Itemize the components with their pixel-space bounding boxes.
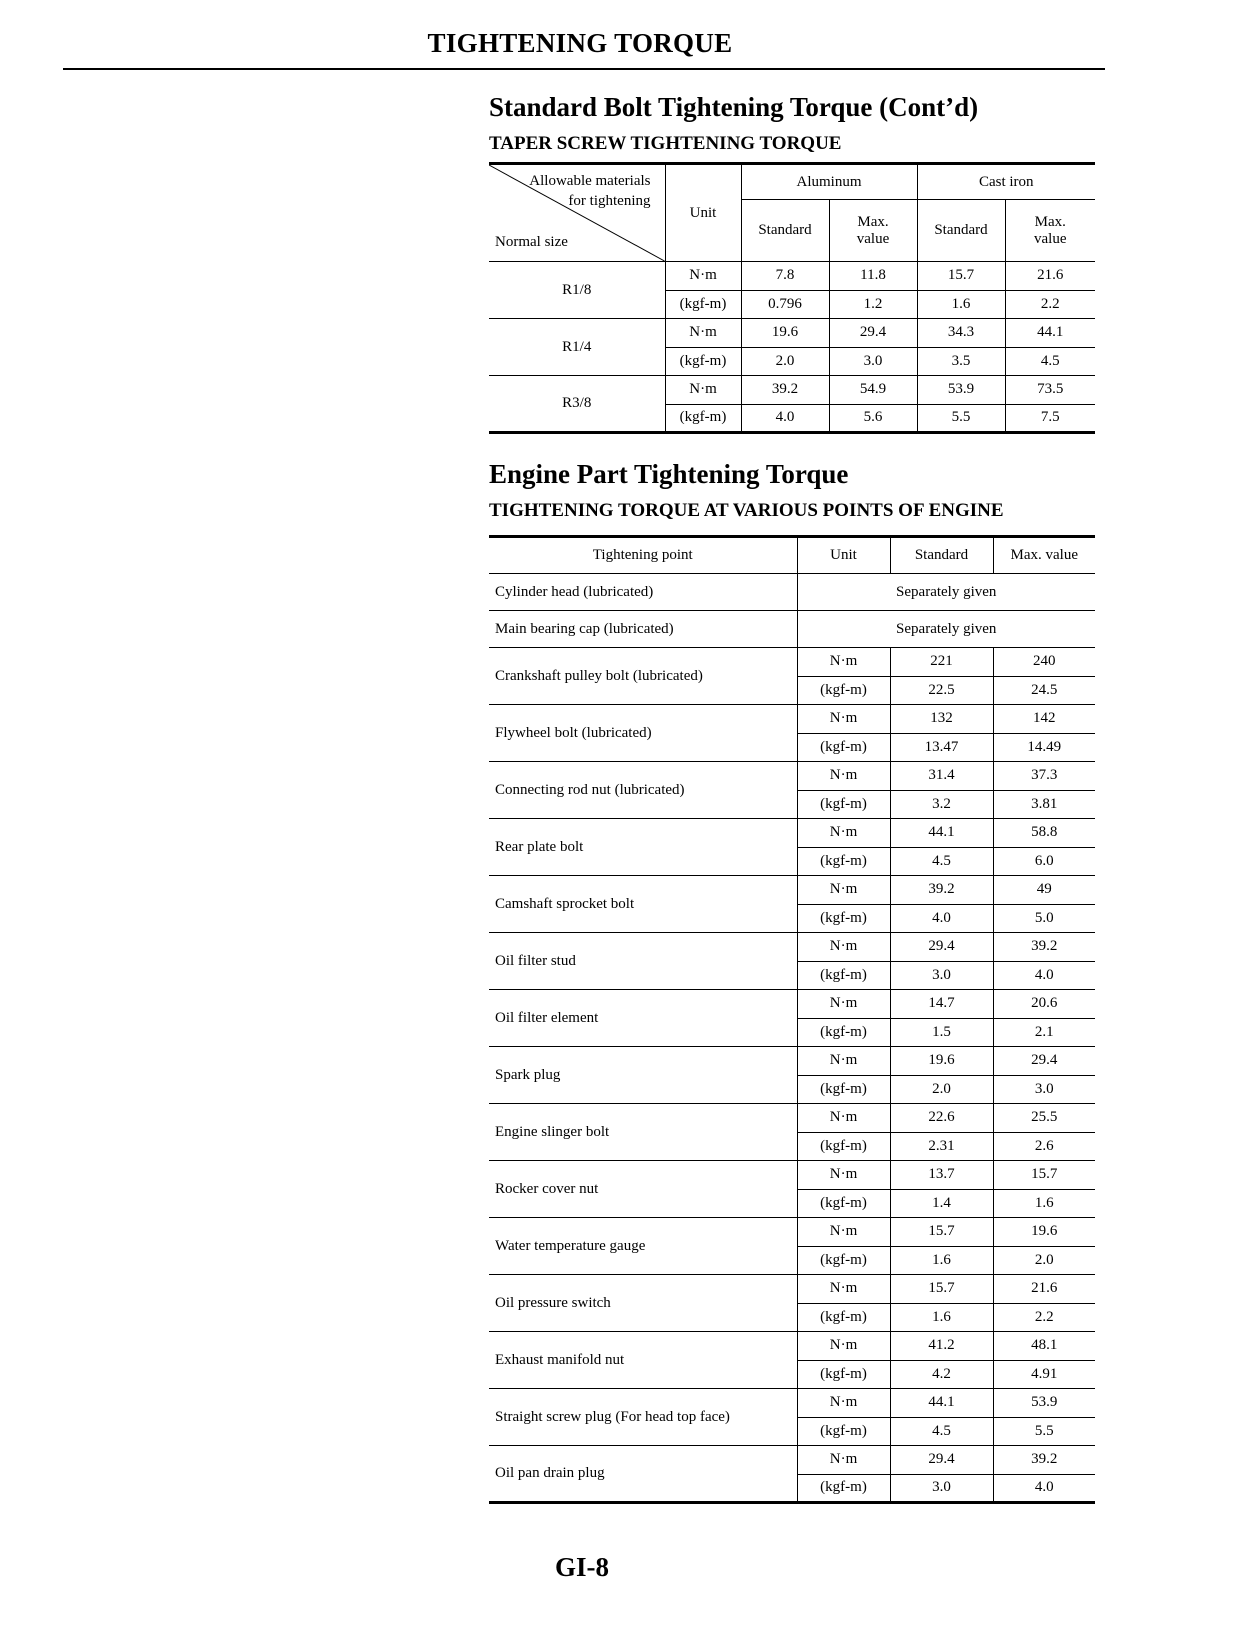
- table-row: [489, 574, 1095, 611]
- point-cell: Rear plate bolt: [489, 819, 797, 876]
- unit-cell: N·m: [797, 933, 890, 962]
- section2-title: Engine Part Tightening Torque: [489, 459, 849, 489]
- table-row: [489, 1047, 1095, 1076]
- standard-header: Standard: [917, 200, 1005, 262]
- unit-cell: N·m: [797, 990, 890, 1019]
- value-cell: 20.6: [993, 990, 1095, 1019]
- point-cell: Main bearing cap (lubricated): [489, 611, 797, 648]
- value-cell: 5.0: [993, 904, 1095, 933]
- value-cell: 142: [993, 705, 1095, 734]
- value-cell: 2.2: [993, 1303, 1095, 1332]
- unit-cell: (kgf-m): [665, 404, 741, 433]
- value-cell: 4.91: [993, 1360, 1095, 1389]
- unit-cell: N·m: [797, 876, 890, 905]
- value-cell: 3.81: [993, 790, 1095, 819]
- value-cell: 5.5: [993, 1417, 1095, 1446]
- value-cell: 21.6: [1005, 262, 1095, 291]
- value-cell: 41.2: [890, 1332, 993, 1361]
- unit-cell: (kgf-m): [665, 290, 741, 319]
- table-row: [489, 1332, 1095, 1361]
- unit-cell: (kgf-m): [797, 1189, 890, 1218]
- max-value-header: Max. value: [1005, 200, 1095, 262]
- value-cell: 221: [890, 648, 993, 677]
- value-cell: 3.2: [890, 790, 993, 819]
- unit-cell: (kgf-m): [797, 1360, 890, 1389]
- table-row: [489, 990, 1095, 1019]
- corner-bottom-label: Normal size: [495, 234, 568, 250]
- value-cell: 31.4: [890, 762, 993, 791]
- unit-cell: (kgf-m): [797, 961, 890, 990]
- unit-cell: N·m: [797, 705, 890, 734]
- value-cell: 5.5: [917, 404, 1005, 433]
- table-row: [489, 876, 1095, 905]
- value-cell: 25.5: [993, 1104, 1095, 1133]
- unit-cell: (kgf-m): [797, 790, 890, 819]
- unit-cell: (kgf-m): [797, 1303, 890, 1332]
- unit-cell: N·m: [797, 819, 890, 848]
- value-cell: 1.6: [890, 1246, 993, 1275]
- value-cell: 44.1: [1005, 319, 1095, 348]
- section1-subtitle: TAPER SCREW TIGHTENING TORQUE: [489, 133, 842, 154]
- value-cell: 39.2: [993, 1446, 1095, 1475]
- size-cell: R1/4: [489, 319, 665, 376]
- value-cell: 11.8: [829, 262, 917, 291]
- value-cell: 3.0: [890, 1474, 993, 1503]
- point-cell: Exhaust manifold nut: [489, 1332, 797, 1389]
- value-cell: 3.0: [993, 1075, 1095, 1104]
- table-row: [489, 819, 1095, 848]
- point-cell: Water temperature gauge: [489, 1218, 797, 1275]
- value-cell: 240: [993, 648, 1095, 677]
- unit-cell: (kgf-m): [797, 733, 890, 762]
- page-title: TIGHTENING TORQUE: [427, 28, 733, 58]
- value-cell: 4.0: [741, 404, 829, 433]
- engine-torque-table: [489, 535, 1095, 1504]
- value-cell: 29.4: [890, 1446, 993, 1475]
- value-cell: 29.4: [890, 933, 993, 962]
- note-cell: Separately given: [797, 611, 1095, 648]
- section2-subtitle: TIGHTENING TORQUE AT VARIOUS POINTS OF ENGINE: [489, 500, 1004, 521]
- value-cell: 44.1: [890, 819, 993, 848]
- unit-cell: (kgf-m): [797, 904, 890, 933]
- value-cell: 1.4: [890, 1189, 993, 1218]
- value-cell: 1.6: [890, 1303, 993, 1332]
- value-cell: 4.5: [1005, 347, 1095, 376]
- value-cell: 39.2: [993, 933, 1095, 962]
- table-row: [489, 611, 1095, 648]
- value-cell: 15.7: [993, 1161, 1095, 1190]
- value-cell: 2.31: [890, 1132, 993, 1161]
- value-cell: 15.7: [917, 262, 1005, 291]
- value-cell: 22.5: [890, 676, 993, 705]
- point-cell: Oil pressure switch: [489, 1275, 797, 1332]
- unit-cell: (kgf-m): [797, 847, 890, 876]
- taper-screw-table: [489, 162, 1095, 434]
- value-cell: 2.0: [741, 347, 829, 376]
- value-cell: 53.9: [917, 376, 1005, 405]
- point-cell: Camshaft sprocket bolt: [489, 876, 797, 933]
- value-cell: 1.6: [993, 1189, 1095, 1218]
- table-row: [489, 1275, 1095, 1304]
- value-cell: 39.2: [741, 376, 829, 405]
- value-cell: 39.2: [890, 876, 993, 905]
- unit-cell: (kgf-m): [797, 1417, 890, 1446]
- value-cell: 15.7: [890, 1218, 993, 1247]
- unit-cell: N·m: [797, 1446, 890, 1475]
- unit-cell: (kgf-m): [665, 347, 741, 376]
- point-cell: Connecting rod nut (lubricated): [489, 762, 797, 819]
- table-row: [489, 1446, 1095, 1475]
- value-cell: 22.6: [890, 1104, 993, 1133]
- value-cell: 4.5: [890, 847, 993, 876]
- corner-top-label: [529, 171, 650, 211]
- point-cell: Oil pan drain plug: [489, 1446, 797, 1503]
- page-number: GI-8: [555, 1552, 609, 1582]
- unit-cell: (kgf-m): [797, 676, 890, 705]
- point-cell: Straight screw plug (For head top face): [489, 1389, 797, 1446]
- note-cell: Separately given: [797, 574, 1095, 611]
- value-cell: 2.0: [993, 1246, 1095, 1275]
- corner-top-line2: for tightening: [568, 193, 651, 209]
- size-cell: R3/8: [489, 376, 665, 433]
- unit-cell: N·m: [665, 262, 741, 291]
- value-cell: 2.2: [1005, 290, 1095, 319]
- table-row: [489, 1161, 1095, 1190]
- value-cell: 3.0: [829, 347, 917, 376]
- value-cell: 4.0: [993, 961, 1095, 990]
- tightening-point-header: Tightening point: [489, 537, 797, 574]
- unit-cell: N·m: [797, 1389, 890, 1418]
- table-row: [489, 648, 1095, 677]
- table-row: [489, 1218, 1095, 1247]
- unit-cell: N·m: [797, 1218, 890, 1247]
- unit-cell: N·m: [797, 648, 890, 677]
- table-row: [489, 1389, 1095, 1418]
- value-cell: 4.0: [993, 1474, 1095, 1503]
- value-cell: 29.4: [829, 319, 917, 348]
- value-cell: 73.5: [1005, 376, 1095, 405]
- table-row: [489, 319, 1095, 348]
- value-cell: 1.5: [890, 1018, 993, 1047]
- value-cell: 48.1: [993, 1332, 1095, 1361]
- value-cell: 19.6: [741, 319, 829, 348]
- unit-cell: N·m: [797, 1275, 890, 1304]
- value-cell: 14.49: [993, 733, 1095, 762]
- point-cell: Oil filter stud: [489, 933, 797, 990]
- value-cell: 3.0: [890, 961, 993, 990]
- value-cell: 0.796: [741, 290, 829, 319]
- value-cell: 14.7: [890, 990, 993, 1019]
- value-cell: 2.6: [993, 1132, 1095, 1161]
- aluminum-header: Aluminum: [741, 164, 917, 200]
- standard-header: Standard: [890, 537, 993, 574]
- corner-header: [489, 164, 665, 262]
- standard-header: Standard: [741, 200, 829, 262]
- table-row: [489, 933, 1095, 962]
- value-cell: 1.6: [917, 290, 1005, 319]
- value-cell: 2.1: [993, 1018, 1095, 1047]
- unit-cell: (kgf-m): [797, 1018, 890, 1047]
- table-row: [489, 262, 1095, 291]
- value-cell: 24.5: [993, 676, 1095, 705]
- engine-rows: [489, 648, 1095, 1503]
- value-cell: 19.6: [890, 1047, 993, 1076]
- value-cell: 21.6: [993, 1275, 1095, 1304]
- point-cell: Flywheel bolt (lubricated): [489, 705, 797, 762]
- value-cell: 2.0: [890, 1075, 993, 1104]
- value-cell: 54.9: [829, 376, 917, 405]
- cast-iron-header: Cast iron: [917, 164, 1095, 200]
- value-cell: 29.4: [993, 1047, 1095, 1076]
- unit-cell: (kgf-m): [797, 1132, 890, 1161]
- value-cell: 6.0: [993, 847, 1095, 876]
- value-cell: 53.9: [993, 1389, 1095, 1418]
- unit-cell: N·m: [665, 376, 741, 405]
- value-cell: 7.8: [741, 262, 829, 291]
- value-cell: 7.5: [1005, 404, 1095, 433]
- value-cell: 49: [993, 876, 1095, 905]
- value-cell: 3.5: [917, 347, 1005, 376]
- table-row: [489, 376, 1095, 405]
- value-cell: 19.6: [993, 1218, 1095, 1247]
- max-value-header: Max. value: [829, 200, 917, 262]
- table-row: [489, 705, 1095, 734]
- unit-cell: (kgf-m): [797, 1246, 890, 1275]
- unit-cell: (kgf-m): [797, 1474, 890, 1503]
- value-cell: 13.47: [890, 733, 993, 762]
- value-cell: 15.7: [890, 1275, 993, 1304]
- value-cell: 1.2: [829, 290, 917, 319]
- unit-cell: (kgf-m): [797, 1075, 890, 1104]
- value-cell: 13.7: [890, 1161, 993, 1190]
- unit-cell: N·m: [797, 1161, 890, 1190]
- unit-cell: N·m: [665, 319, 741, 348]
- unit-cell: N·m: [797, 1047, 890, 1076]
- value-cell: 44.1: [890, 1389, 993, 1418]
- value-cell: 4.5: [890, 1417, 993, 1446]
- section1-title: Standard Bolt Tightening Torque (Cont’d): [489, 92, 979, 122]
- value-cell: 37.3: [993, 762, 1095, 791]
- value-cell: 4.0: [890, 904, 993, 933]
- value-cell: 4.2: [890, 1360, 993, 1389]
- header-row: [489, 537, 1095, 574]
- unit-cell: N·m: [797, 1104, 890, 1133]
- size-cell: R1/8: [489, 262, 665, 319]
- unit-header: Unit: [665, 164, 741, 262]
- value-cell: 132: [890, 705, 993, 734]
- unit-cell: N·m: [797, 1332, 890, 1361]
- point-cell: Oil filter element: [489, 990, 797, 1047]
- point-cell: Rocker cover nut: [489, 1161, 797, 1218]
- value-cell: 58.8: [993, 819, 1095, 848]
- value-cell: 5.6: [829, 404, 917, 433]
- value-cell: 34.3: [917, 319, 1005, 348]
- point-cell: Crankshaft pulley bolt (lubricated): [489, 648, 797, 705]
- unit-cell: N·m: [797, 762, 890, 791]
- point-cell: Cylinder head (lubricated): [489, 574, 797, 611]
- point-cell: Spark plug: [489, 1047, 797, 1104]
- title-rule: [63, 68, 1105, 70]
- point-cell: Engine slinger bolt: [489, 1104, 797, 1161]
- table-row: [489, 1104, 1095, 1133]
- corner-top-line1: Allowable materials: [529, 173, 651, 189]
- max-value-header: Max. value: [993, 537, 1095, 574]
- unit-header: Unit: [797, 537, 890, 574]
- table-row: [489, 762, 1095, 791]
